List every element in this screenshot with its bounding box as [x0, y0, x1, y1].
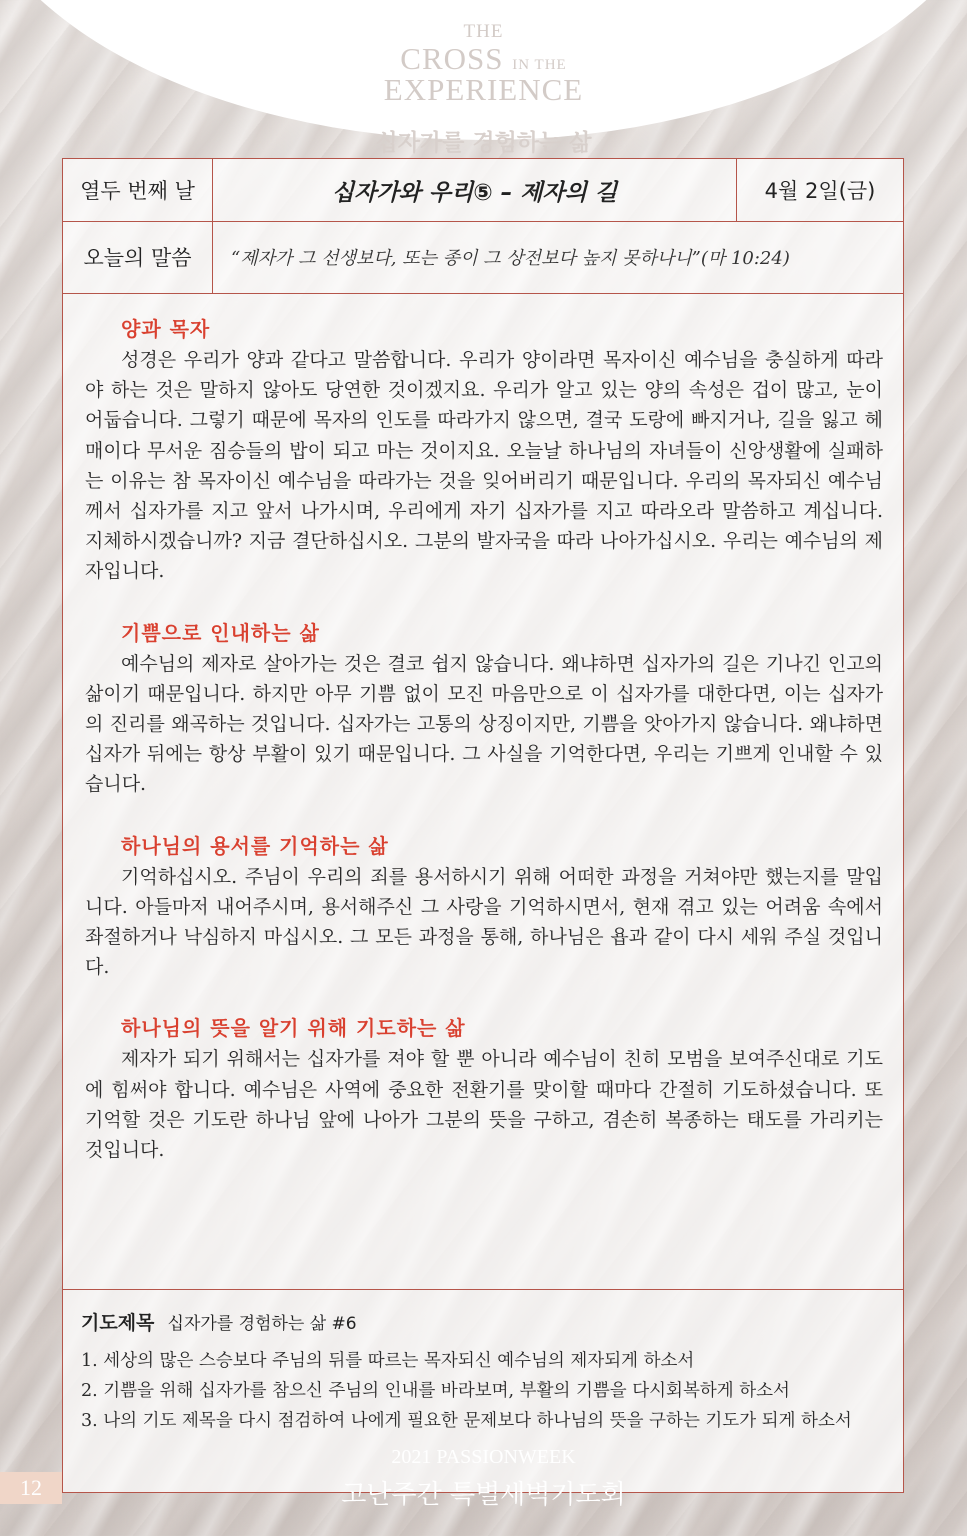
prayer-item: 1. 세상의 많은 스승보다 주님의 뒤를 따르는 목자되신 예수님의 제자되게 하소서	[81, 1351, 695, 1371]
verse-text: “제자가 그 선생보다, 또는 종이 그 상전보다 높지 못하나니”(마 10:24)	[231, 248, 790, 269]
section-body: 기억하십시오. 주님이 우리의 죄를 용서하시기 위해 어떠한 과정을 거쳐야만 했는지를 말입니다. 아들마저 내어주시며, 용서해주신 그 사랑을 기억하시면서, 현재 겪고 있는 어려움 속에서 좌절하거나 낙심하지 마십시오. 그 모든 과정을 통해, 하나님은 욥과 같이 다시 세워 주실 것입니다.	[85, 865, 883, 979]
masthead-logo	[0, 22, 967, 105]
header-row-title	[63, 159, 903, 222]
section	[85, 830, 883, 983]
section-heading: 기쁨으로 인내하는 삶	[121, 620, 320, 645]
day-label: 열두 번째 날	[63, 159, 213, 221]
prayer-section	[63, 1289, 903, 1431]
prayer-label: 기도제목	[81, 1312, 155, 1334]
section	[85, 313, 883, 587]
section	[85, 617, 883, 800]
section-heading: 양과 목자	[121, 317, 211, 341]
footer-event-korean: 고난주간 특별새벽기도회	[341, 1480, 626, 1510]
section	[85, 1012, 883, 1165]
prayer-item: 2. 기쁨을 위해 십자가를 참으신 주님의 인내를 바라보며, 부활의 기쁨을 다시회복하게 하소서	[81, 1381, 790, 1401]
masthead-line-the: THE	[463, 21, 504, 42]
section-body: 예수님의 제자로 살아가는 것은 결코 쉽지 않습니다. 왜냐하면 십자가의 길은 기나긴 인고의 삶이기 때문입니다. 하지만 아무 기쁨 없이 모진 마음만으로 이 십자가를 대한다면, 이는 십자가의 진리를 왜곡하는 것입니다. 십자가는 고통의 상징이지만, 기쁨을 앗아가지 않습니다. 왜냐하면 십자가 뒤에는 항상 부활이 있기 때문입니다. 그 사실을 기억한다면, 우리는 기쁘게 인내할 수 있습니다.	[85, 652, 883, 796]
section-heading: 하나님의 뜻을 알기 위해 기도하는 삶	[121, 1016, 466, 1041]
prayer-item: 3. 나의 기도 제목을 다시 점검하여 나에게 필요한 문제보다 하나님의 뜻을 구하는 기도가 되게 하소서	[81, 1411, 852, 1431]
prayer-subtitle: 십자가를 경험하는 삶 #6	[167, 1314, 357, 1334]
masthead-subtitle: 십자가를 경험하는 삶	[375, 130, 592, 156]
section-body: 성경은 우리가 양과 같다고 말씀합니다. 우리가 양이라면 목자이신 예수님을 충실하게 따라야 하는 것은 말하지 않아도 당연한 것이겠지요. 우리가 알고 있는 양의 속성은 겁이 많고, 눈이 어둡습니다. 그렇기 때문에 목자의 인도를 따라가지 않으면, 결국 도랑에 빠지거나, 길을 잃고 헤매이다 무서운 짐승들의 밥이 되고 마는 것이지요. 오늘날 하나님의 자녀들이 신앙생활에 실패하는 이유는 참 목자이신 예수님을 따라가는 것을 잊어버리기 때문입니다. 우리의 목자되신 예수님께서 십자가를 지고 앞서 나가시며, 우리에게 자기 십자가를 지고 따라오라 말씀하고 계십니다. 지체하시겠습니까? 지금 결단하십시오. 그분의 발자국을 따라 나아가십시오. 우리는 예수님의 제자입니다.	[85, 349, 883, 583]
devotional-frame	[62, 158, 904, 1493]
masthead-line-experience: EXPERIENCE	[383, 72, 584, 107]
footer-event-english: 2021 PASSIONWEEK	[391, 1446, 576, 1468]
section-body: 제자가 되기 위해서는 십자가를 져야 할 뿐 아니라 예수님이 친히 모범을 보여주신대로 기도에 힘써야 합니다. 예수님은 사역에 중요한 전환기를 맞이할 때마다 간절히 기도하셨습니다. 또 기억할 것은 기도란 하나님 앞에 나아가 그분의 뜻을 구하고, 겸손히 복종하는 태도를 가리키는 것입니다.	[85, 1048, 883, 1162]
masthead-line-cross: CROSS IN THE	[400, 41, 567, 76]
section-heading: 하나님의 용서를 기억하는 삶	[121, 833, 389, 858]
prayer-list	[81, 1346, 896, 1436]
devotional-content	[85, 313, 883, 1195]
verse-label: 오늘의 말씀	[63, 221, 213, 293]
date-label: 4월 2일(금)	[764, 179, 876, 203]
header-row-verse	[63, 221, 903, 294]
page-number: 12	[0, 1472, 62, 1504]
page-title: 십자가와 우리⑤ – 제자의 길	[213, 159, 737, 221]
prayer-header	[81, 1308, 357, 1335]
